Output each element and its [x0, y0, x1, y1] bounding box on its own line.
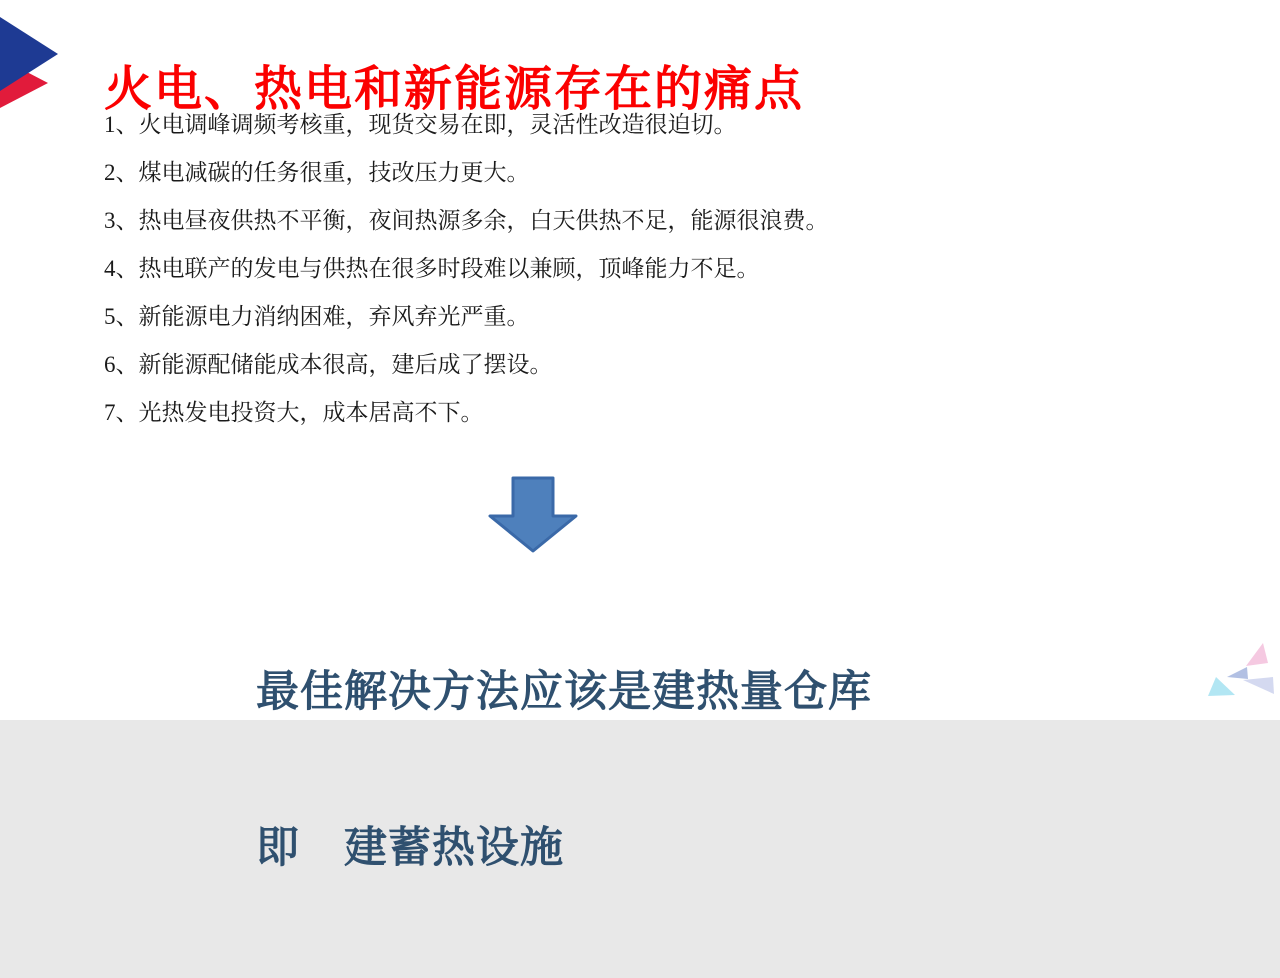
watermark-lavender-triangle — [1227, 667, 1248, 679]
list-item: 1、火电调峰调频考核重，现货交易在即，灵活性改造很迫切。 — [104, 112, 737, 137]
watermark-pink-triangle — [1246, 643, 1268, 666]
list-item: 2、煤电减碳的任务很重，技改压力更大。 — [104, 160, 530, 185]
list-item: 6、新能源配储能成本很高，建后成了摆设。 — [104, 352, 553, 377]
list-item: 4、热电联产的发电与供热在很多时段难以兼顾，顶峰能力不足。 — [104, 256, 760, 281]
brand-watermark-logo — [1198, 634, 1278, 704]
page-title: 火电、热电和新能源存在的痛点 — [104, 63, 805, 117]
list-item: 3、热电昼夜供热不平衡，夜间热源多余，白天供热不足，能源很浪费。 — [104, 208, 829, 233]
slide-corner-mark — [0, 0, 70, 115]
watermark-cyan-triangle — [1208, 677, 1235, 696]
conclusion-text — [256, 562, 872, 978]
list-item: 5、新能源电力消纳困难，弃风弃光严重。 — [104, 304, 530, 329]
down-arrow-icon — [488, 476, 578, 554]
watermark-lilac-triangle — [1243, 677, 1274, 694]
conclusion-line-1: 最佳解决方法应该是建热量仓库 — [256, 668, 872, 716]
pain-points-list — [104, 101, 1204, 437]
conclusion-line-2: 即 建蓄热设施 — [256, 824, 564, 872]
list-item: 7、光热发电投资大，成本居高不下。 — [104, 400, 484, 425]
